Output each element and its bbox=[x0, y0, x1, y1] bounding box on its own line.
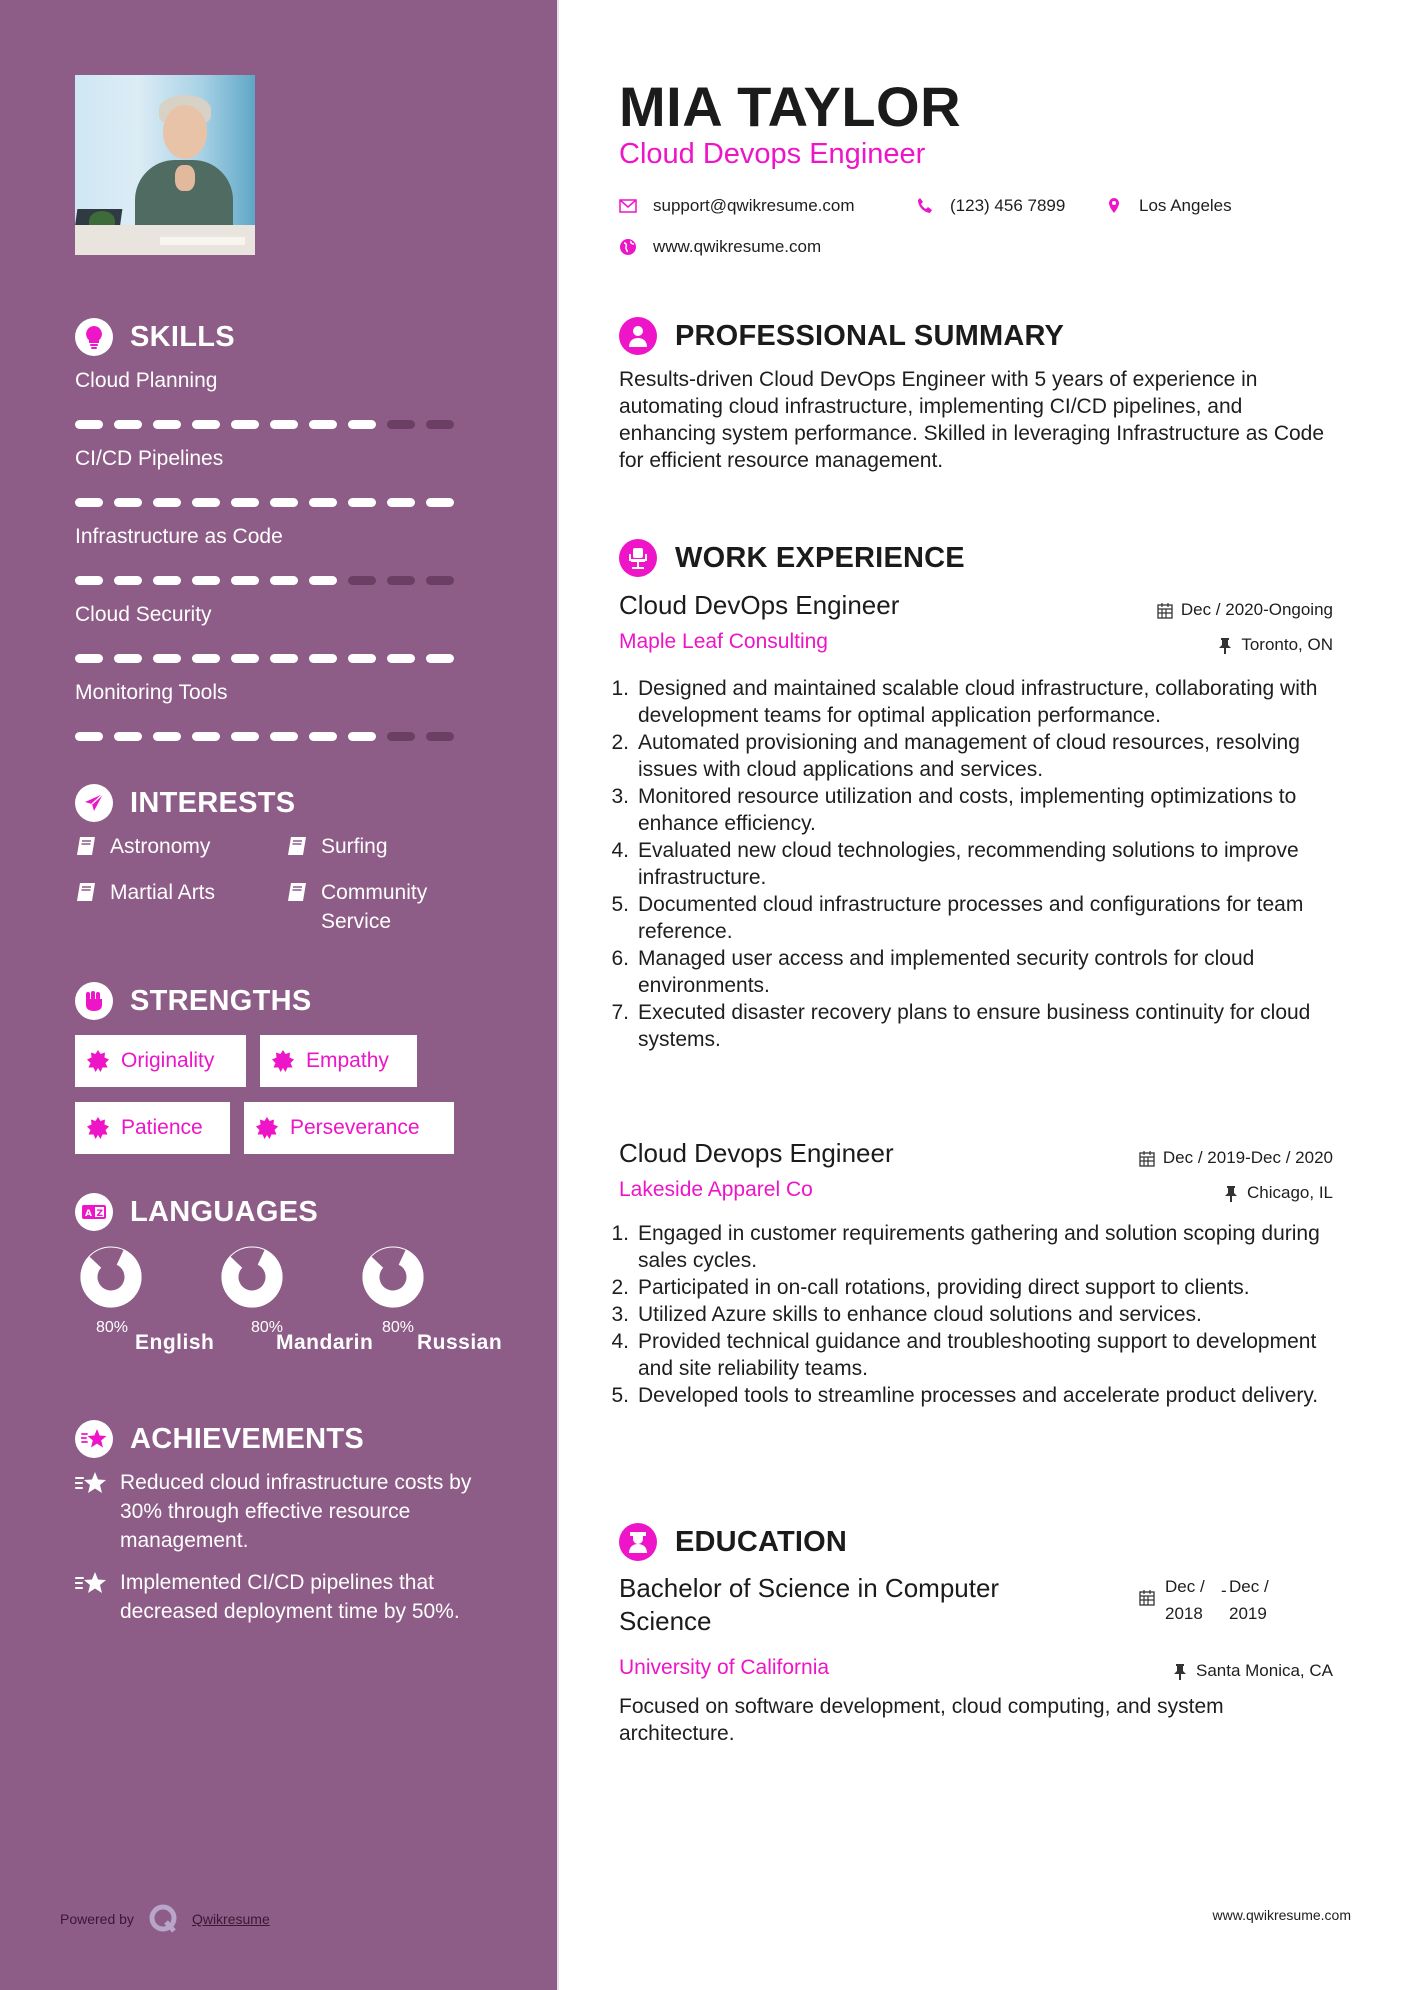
bullet-item: 3. Monitored resource utilization and costs, implementing optimizations to enhance efficiency. bbox=[611, 785, 1297, 835]
bullet-item: 2. Participated in on-call rotations, providing direct support to clients. bbox=[611, 1276, 1250, 1299]
svg-text:Z: Z bbox=[96, 1209, 104, 1219]
calendar-icon bbox=[1157, 602, 1173, 619]
footer-website-link[interactable]: www.qwikresume.com bbox=[1212, 1907, 1351, 1923]
language-item: Mandarin 80% bbox=[216, 1246, 336, 1337]
skill-label: Infrastructure as Code bbox=[75, 525, 283, 548]
job-bullets bbox=[611, 1220, 1349, 1409]
contact-location: Los Angeles bbox=[1105, 196, 1232, 216]
badge-icon bbox=[87, 1117, 109, 1139]
svg-text:A: A bbox=[85, 1209, 92, 1219]
job-title: Cloud Devops Engineer bbox=[619, 1138, 894, 1168]
language-progress-ring bbox=[80, 1246, 142, 1308]
job-dates: Dec / 2020-Ongoing bbox=[1157, 600, 1333, 620]
school-name: University of California bbox=[619, 1656, 830, 1679]
book-icon bbox=[286, 882, 308, 902]
fist-icon bbox=[75, 982, 113, 1020]
bullet-item: 5. Documented cloud infrastructure processes and configurations for team reference. bbox=[611, 893, 1304, 943]
bullet-item: 5. Developed tools to streamline processes and accelerate product delivery. bbox=[611, 1384, 1319, 1407]
skills-heading bbox=[75, 317, 235, 357]
degree-title: Bachelor of Science in Computer Science bbox=[619, 1573, 1000, 1636]
achievement-item: Implemented CI/CD pipelines that decreased deployment time by 50%. bbox=[75, 1568, 505, 1626]
achievements-title: ACHIEVEMENTS bbox=[130, 1422, 365, 1455]
skill-label: Cloud Security bbox=[75, 603, 212, 626]
interest-item: Surfing bbox=[286, 832, 388, 861]
contact-phone[interactable]: (123) 456 7899 bbox=[916, 196, 1065, 216]
job-location: Toronto, ON bbox=[1217, 635, 1333, 655]
book-icon bbox=[286, 836, 308, 856]
candidate-title: Cloud Devops Engineer bbox=[619, 138, 926, 170]
bullet-item: 2. Automated provisioning and management of cloud resources, resolving issues with cloud applications and services. bbox=[611, 731, 1300, 781]
strength-chip: Perseverance bbox=[244, 1102, 454, 1154]
interests-title: INTERESTS bbox=[130, 786, 296, 819]
skill-label: Monitoring Tools bbox=[75, 681, 228, 704]
office-chair-icon bbox=[619, 539, 657, 577]
envelope-icon bbox=[619, 197, 637, 215]
interest-item: Martial Arts bbox=[75, 878, 215, 907]
languages-heading bbox=[75, 1192, 318, 1232]
pushpin-icon bbox=[1172, 1663, 1188, 1680]
qwikresume-link[interactable]: Qwikresume bbox=[191, 1911, 270, 1927]
bullet-item: 4. Evaluated new cloud technologies, recommending solutions to improve infrastructure. bbox=[611, 839, 1299, 889]
profile-photo bbox=[75, 75, 255, 255]
pushpin-icon bbox=[1217, 637, 1233, 654]
globe-icon bbox=[619, 238, 637, 256]
skill-level-bar bbox=[75, 576, 454, 585]
job-location: Chicago, IL bbox=[1223, 1183, 1333, 1203]
candidate-name: MIA TAYLOR bbox=[619, 75, 962, 138]
company-name: Maple Leaf Consulting bbox=[619, 630, 828, 653]
skills-title: SKILLS bbox=[130, 320, 235, 353]
company-name: Lakeside Apparel Co bbox=[619, 1178, 813, 1201]
language-item: English 80% bbox=[75, 1246, 195, 1337]
strengths-title: STRENGTHS bbox=[130, 984, 312, 1017]
skill-label: Cloud Planning bbox=[75, 369, 218, 392]
map-pin-icon bbox=[1105, 197, 1123, 215]
bullet-item: 1. Engaged in customer requirements gathering and solution scoping during sales cycles. bbox=[611, 1222, 1320, 1272]
sidebar bbox=[0, 0, 557, 1990]
skill-level-bar bbox=[75, 498, 454, 507]
bullet-item: 1. Designed and maintained scalable cloud infrastructure, collaborating with development teams for optimal application performance. bbox=[611, 677, 1318, 727]
phone-icon bbox=[916, 197, 934, 215]
job-dates: Dec / 2019-Dec / 2020 bbox=[1139, 1148, 1333, 1168]
contact-website[interactable]: www.qwikresume.com bbox=[619, 237, 821, 257]
bullet-item: 4. Provided technical guidance and troubleshooting support to development and site reliability teams. bbox=[611, 1330, 1317, 1380]
strength-chip: Originality bbox=[75, 1035, 246, 1087]
badge-icon bbox=[256, 1117, 278, 1139]
strength-chip: Empathy bbox=[260, 1035, 417, 1087]
translate-icon bbox=[75, 1193, 113, 1231]
summary-heading: PROFESSIONAL SUMMARY bbox=[619, 317, 1064, 355]
main-content bbox=[559, 0, 1407, 1990]
achievement-item: Reduced cloud infrastructure costs by 30% through effective resource management. bbox=[75, 1468, 505, 1555]
education-location: Santa Monica, CA bbox=[1172, 1661, 1333, 1681]
education-heading: EDUCATION bbox=[619, 1523, 847, 1561]
star-award-icon bbox=[75, 1420, 113, 1458]
job-title: Cloud DevOps Engineer bbox=[619, 590, 900, 620]
education-dates: Dec / 2018 - Dec / 2019 bbox=[1139, 1573, 1269, 1627]
calendar-icon bbox=[1139, 1150, 1155, 1167]
strengths-heading bbox=[75, 981, 312, 1021]
strength-chip: Patience bbox=[75, 1102, 230, 1154]
bullet-item: 7. Executed disaster recovery plans to ensure business continuity for cloud systems. bbox=[611, 1001, 1311, 1051]
book-icon bbox=[75, 882, 97, 902]
skill-level-bar bbox=[75, 420, 454, 429]
skill-label: CI/CD Pipelines bbox=[75, 447, 224, 470]
badge-icon bbox=[272, 1050, 294, 1072]
badge-icon bbox=[87, 1050, 109, 1072]
powered-by: Powered by Qwikresume bbox=[60, 1903, 270, 1935]
language-progress-ring bbox=[221, 1246, 283, 1308]
paper-plane-icon bbox=[75, 784, 113, 822]
bullet-item: 3. Utilized Azure skills to enhance cloud solutions and services. bbox=[611, 1303, 1202, 1326]
language-progress-ring bbox=[362, 1246, 424, 1308]
contact-email[interactable]: support@qwikresume.com bbox=[619, 196, 855, 216]
bullet-item: 6. Managed user access and implemented security controls for cloud environments. bbox=[611, 947, 1255, 997]
graduate-icon bbox=[619, 1523, 657, 1561]
calendar-icon bbox=[1139, 1589, 1155, 1606]
job-bullets bbox=[611, 675, 1349, 1053]
language-item: Russian 80% bbox=[357, 1246, 477, 1337]
summary-text: Results-driven Cloud DevOps Engineer with 5 years of experience in automating cloud infrastructure, implementing CI/CD pipelines, and enhancing system performance. Skilled in leveraging Infrastructure as Code for efficient resource management. bbox=[619, 368, 1325, 472]
skill-level-bar bbox=[75, 654, 454, 663]
pushpin-icon bbox=[1223, 1185, 1239, 1202]
skill-level-bar bbox=[75, 732, 454, 741]
languages-title: LANGUAGES bbox=[130, 1195, 318, 1228]
interest-item: Community Service bbox=[286, 878, 427, 936]
lightbulb-icon bbox=[75, 318, 113, 356]
education-description: Focused on software development, cloud computing, and system architecture. bbox=[619, 1695, 1224, 1745]
book-icon bbox=[75, 836, 97, 856]
qwikresume-logo-icon bbox=[148, 1903, 180, 1935]
user-icon bbox=[619, 317, 657, 355]
star-icon bbox=[75, 1570, 107, 1596]
star-icon bbox=[75, 1470, 107, 1496]
interests-heading bbox=[75, 783, 295, 823]
experience-heading: WORK EXPERIENCE bbox=[619, 539, 965, 577]
interest-item: Astronomy bbox=[75, 832, 210, 861]
achievements-heading bbox=[75, 1419, 364, 1459]
